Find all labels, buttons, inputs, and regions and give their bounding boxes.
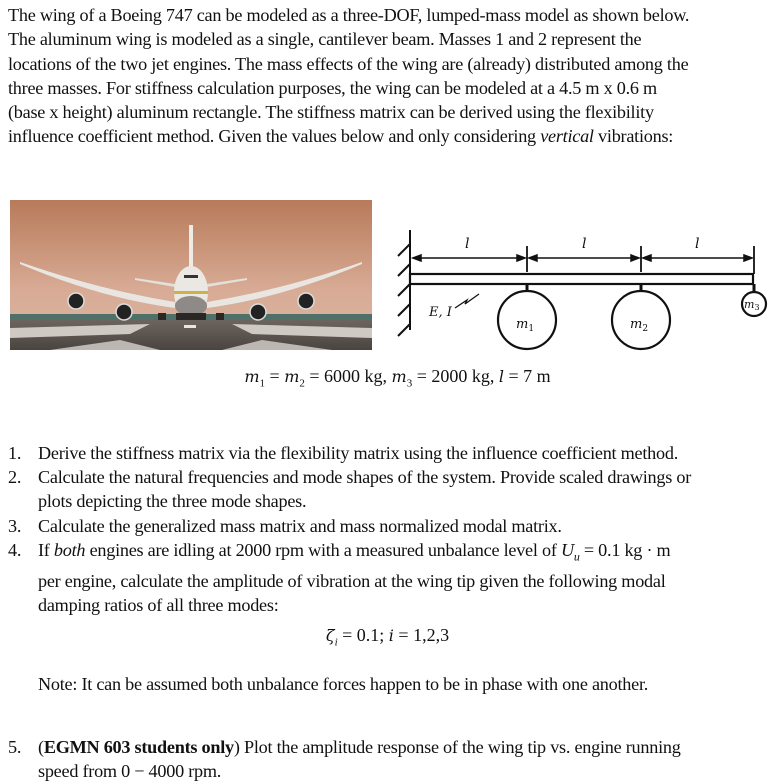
text: influence coefficient method. Given the values below and only considering xyxy=(8,126,541,147)
given-values xyxy=(0,366,775,390)
question-text: per engine, calculate the amplitude of vibration at the wing tip given the following modal xyxy=(38,570,666,591)
text: = 0.1 kg · m xyxy=(579,540,671,560)
question-number: 3. xyxy=(8,516,22,536)
intro-line: The aluminum wing is modeled as a single, cantilever beam. Masses 1 and 2 represent the xyxy=(8,29,642,50)
emphasis: vertical xyxy=(540,126,594,147)
intro-line: three masses. For stiffness calculation purposes, the wing can be modeled at a 4.5 m x 0.6 m xyxy=(8,77,657,98)
span-label-3: l xyxy=(695,236,700,252)
text: = 1,2,3 xyxy=(393,625,450,645)
var: l xyxy=(498,367,504,386)
damping-ratio-equation xyxy=(0,625,775,649)
question-3 xyxy=(8,514,768,538)
question-text: Calculate the natural frequencies and mode shapes of the system. Provide scaled drawings or xyxy=(38,467,692,487)
text: = 7 m xyxy=(503,366,551,386)
problem-intro xyxy=(8,3,773,149)
text: = xyxy=(265,366,285,386)
sub: 2 xyxy=(299,377,305,390)
beam-property-label: E, I xyxy=(429,305,452,320)
question-5 xyxy=(8,735,768,784)
text: = 6000 kg, xyxy=(304,366,392,386)
intro-line xyxy=(8,124,773,148)
sub: 3 xyxy=(406,377,413,390)
question-1 xyxy=(8,441,768,465)
span-label-2: l xyxy=(582,236,587,252)
text: If xyxy=(38,540,54,560)
sub: i xyxy=(334,636,338,649)
text: Plot the amplitude response of the wing tip vs. engine running xyxy=(239,737,681,757)
airplane-illustration xyxy=(10,200,372,350)
var: m xyxy=(244,367,260,386)
var: U xyxy=(560,540,574,560)
span-label-1: l xyxy=(465,236,470,252)
question-4 xyxy=(8,538,768,618)
var: m xyxy=(391,367,407,386)
question-text: plots depicting the three mode shapes. xyxy=(38,491,307,512)
var: i xyxy=(388,626,394,645)
sub: 1 xyxy=(259,377,266,390)
question-number: 2. xyxy=(8,467,22,487)
question-text xyxy=(38,538,768,569)
question-number: 1. xyxy=(8,443,22,463)
mass-3-label: m3 xyxy=(744,298,760,312)
emphasis: both xyxy=(53,540,86,560)
emphasis: EGMN 603 students only xyxy=(43,737,234,757)
cantilever-beam-diagram xyxy=(385,222,775,362)
text: ( xyxy=(38,737,44,757)
question-number: 4. xyxy=(8,540,22,560)
text: ) xyxy=(233,737,240,757)
text: = 2000 kg, xyxy=(412,366,499,386)
text: vibrations: xyxy=(593,126,674,147)
intro-line: locations of the two jet engines. The mass effects of the wing are (already) distributed among the xyxy=(8,53,689,74)
intro-line: The wing of a Boeing 747 can be modeled as a three-DOF, lumped-mass model as shown below. xyxy=(8,5,690,25)
text: = 0.1; xyxy=(337,625,389,645)
text: engines are idling at 2000 rpm with a measured unbalance level of xyxy=(85,540,561,560)
question-text: speed from 0 − 4000 rpm. xyxy=(38,761,222,782)
question-number: 5. xyxy=(8,737,22,757)
beam-schematic xyxy=(385,222,775,362)
question-2 xyxy=(8,465,768,514)
note-text: Note: It can be assumed both unbalance forces happen to be in phase with one another. xyxy=(38,674,649,694)
question-text: Derive the stiffness matrix via the flexibility matrix using the influence coefficient method. xyxy=(38,443,678,463)
mass-2-label: $m_2$ xyxy=(630,317,649,334)
intro-line: (base x height) aluminum rectangle. The stiffness matrix can be derived using the flexibility xyxy=(8,102,654,123)
question-text: Calculate the generalized mass matrix and mass normalized modal matrix. xyxy=(38,516,562,536)
beam xyxy=(410,274,753,284)
boeing-747-photo xyxy=(10,200,372,350)
question-text: damping ratios of all three modes: xyxy=(38,595,279,616)
var: m xyxy=(284,367,300,386)
var: ζ xyxy=(325,626,335,645)
sub: u xyxy=(573,549,580,564)
question-text xyxy=(38,735,768,759)
mass-1-label: $m_1$ xyxy=(516,317,535,334)
